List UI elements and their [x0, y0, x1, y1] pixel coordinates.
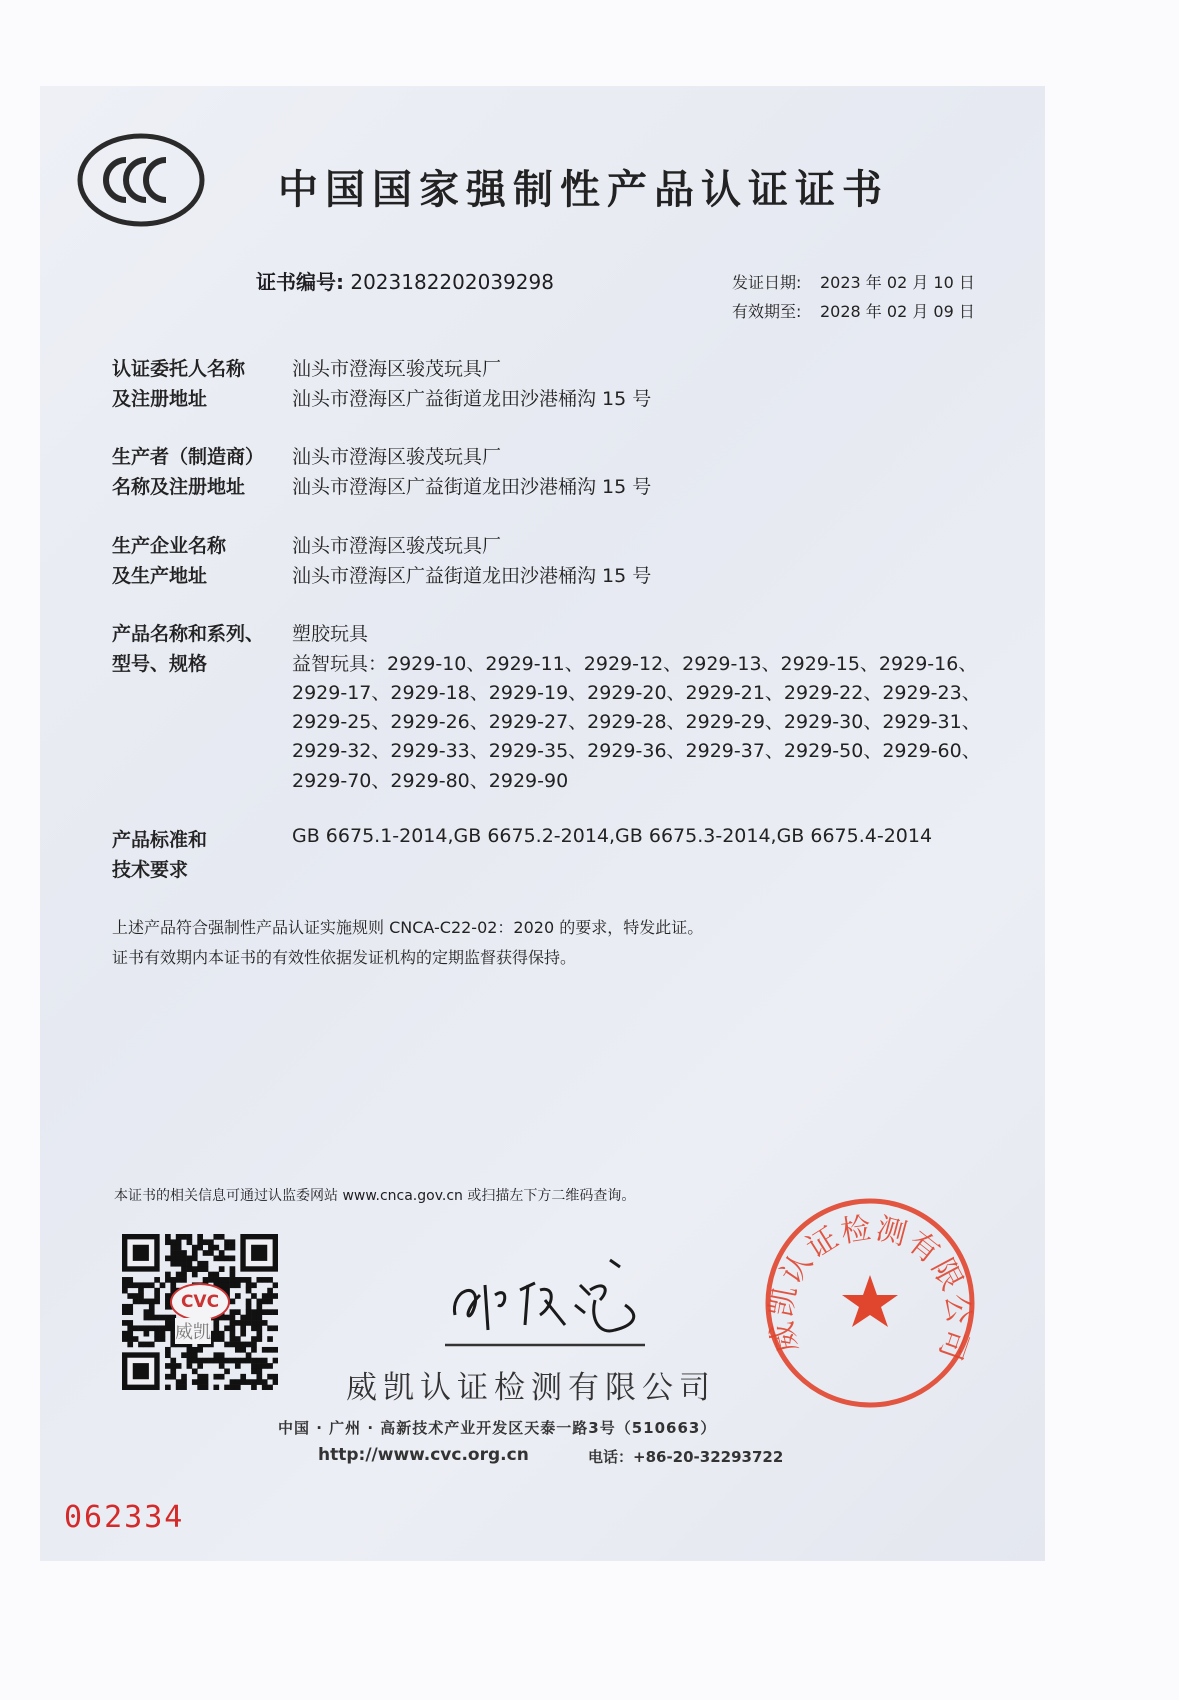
- applicant-label: 认证委托人名称: [112, 358, 246, 380]
- factory-address: 汕头市澄海区广益街道龙田沙港桶沟 15 号: [292, 565, 652, 587]
- signature: [440, 1245, 650, 1350]
- manufacturer-label: 生产者（制造商）: [112, 446, 265, 468]
- product-label: 产品名称和系列、: [112, 623, 265, 645]
- company-seal: [762, 1195, 978, 1411]
- cert-number-label: 证书编号:: [256, 270, 344, 294]
- serial-number: 062334: [64, 1500, 185, 1535]
- standards-label: 产品标准和: [112, 829, 208, 851]
- standards-label-2: 技术要求: [112, 859, 189, 881]
- statement-line-1: 上述产品符合强制性产品认证实施规则 CNCA-C22-02：2020 的要求，特发此证。: [112, 918, 704, 937]
- factory-label-2: 及生产地址: [112, 565, 208, 587]
- manufacturer-address: 汕头市澄海区广益街道龙田沙港桶沟 15 号: [292, 476, 652, 498]
- factory-name: 汕头市澄海区骏茂玩具厂: [292, 535, 502, 557]
- factory-label: 生产企业名称: [112, 535, 227, 557]
- statement-line-2: 证书有效期内本证书的有效性依据发证机构的定期监督获得保持。: [112, 948, 577, 967]
- query-note: 本证书的相关信息可通过认监委网站 www.cnca.gov.cn 或扫描左下方二维码查询。: [114, 1188, 636, 1204]
- cert-number: [256, 266, 554, 295]
- standards-value: GB 6675.1-2014,GB 6675.2-2014,GB 6675.3-2014,GB 6675.4-2014: [292, 825, 933, 847]
- phone-value: +86-20-32293722: [633, 1448, 784, 1466]
- model-line: 益智玩具：2929-10、2929-11、2929-12、2929-13、2929-15、2929-16、: [292, 653, 978, 675]
- issue-date: 2023 年 02 月 10 日: [820, 273, 975, 292]
- phone-label: 电话：: [588, 1448, 634, 1466]
- issuer-address: 中国 · 广州 · 高新技术产业开发区天泰一路3号（510663）: [278, 1419, 717, 1437]
- product-label-2: 型号、规格: [112, 653, 208, 675]
- cert-number-value: 2023182202039298: [350, 270, 554, 294]
- ccc-logo: [76, 132, 206, 228]
- applicant-address: 汕头市澄海区广益街道龙田沙港桶沟 15 号: [292, 388, 652, 410]
- model-line: 2929-70、2929-80、2929-90: [292, 770, 569, 792]
- manufacturer-label-2: 名称及注册地址: [112, 476, 246, 498]
- model-line: 2929-17、2929-18、2929-19、2929-20、2929-21、2929-22、2929-23、: [292, 682, 981, 704]
- certificate-title: 中国国家强制性产品认证证书: [278, 167, 889, 213]
- issuer-company: 威凯认证检测有限公司: [346, 1370, 716, 1406]
- manufacturer-name: 汕头市澄海区骏茂玩具厂: [292, 446, 502, 468]
- svg-text:威凯认证检测有限公司: 威凯认证检测有限公司: [763, 1210, 976, 1367]
- expiry-date: 2028 年 02 月 09 日: [820, 302, 975, 321]
- product-name: 塑胶玩具: [292, 623, 369, 645]
- applicant-name: 汕头市澄海区骏茂玩具厂: [292, 358, 502, 380]
- model-line: 2929-32、2929-33、2929-35、2929-36、2929-37、2929-50、2929-60、: [292, 740, 981, 762]
- issuer-phone: [588, 1446, 783, 1467]
- applicant-label-2: 及注册地址: [112, 388, 208, 410]
- cvc-logo: CVC: [170, 1283, 230, 1321]
- expiry-label: 有效期至:: [732, 302, 802, 321]
- model-line: 2929-25、2929-26、2929-27、2929-28、2929-29、2929-30、2929-31、: [292, 711, 981, 733]
- cvc-logo-sub: 威凯: [175, 1318, 211, 1344]
- issuer-website[interactable]: http://www.cvc.org.cn: [318, 1445, 529, 1465]
- issue-date-label: 发证日期:: [732, 273, 802, 292]
